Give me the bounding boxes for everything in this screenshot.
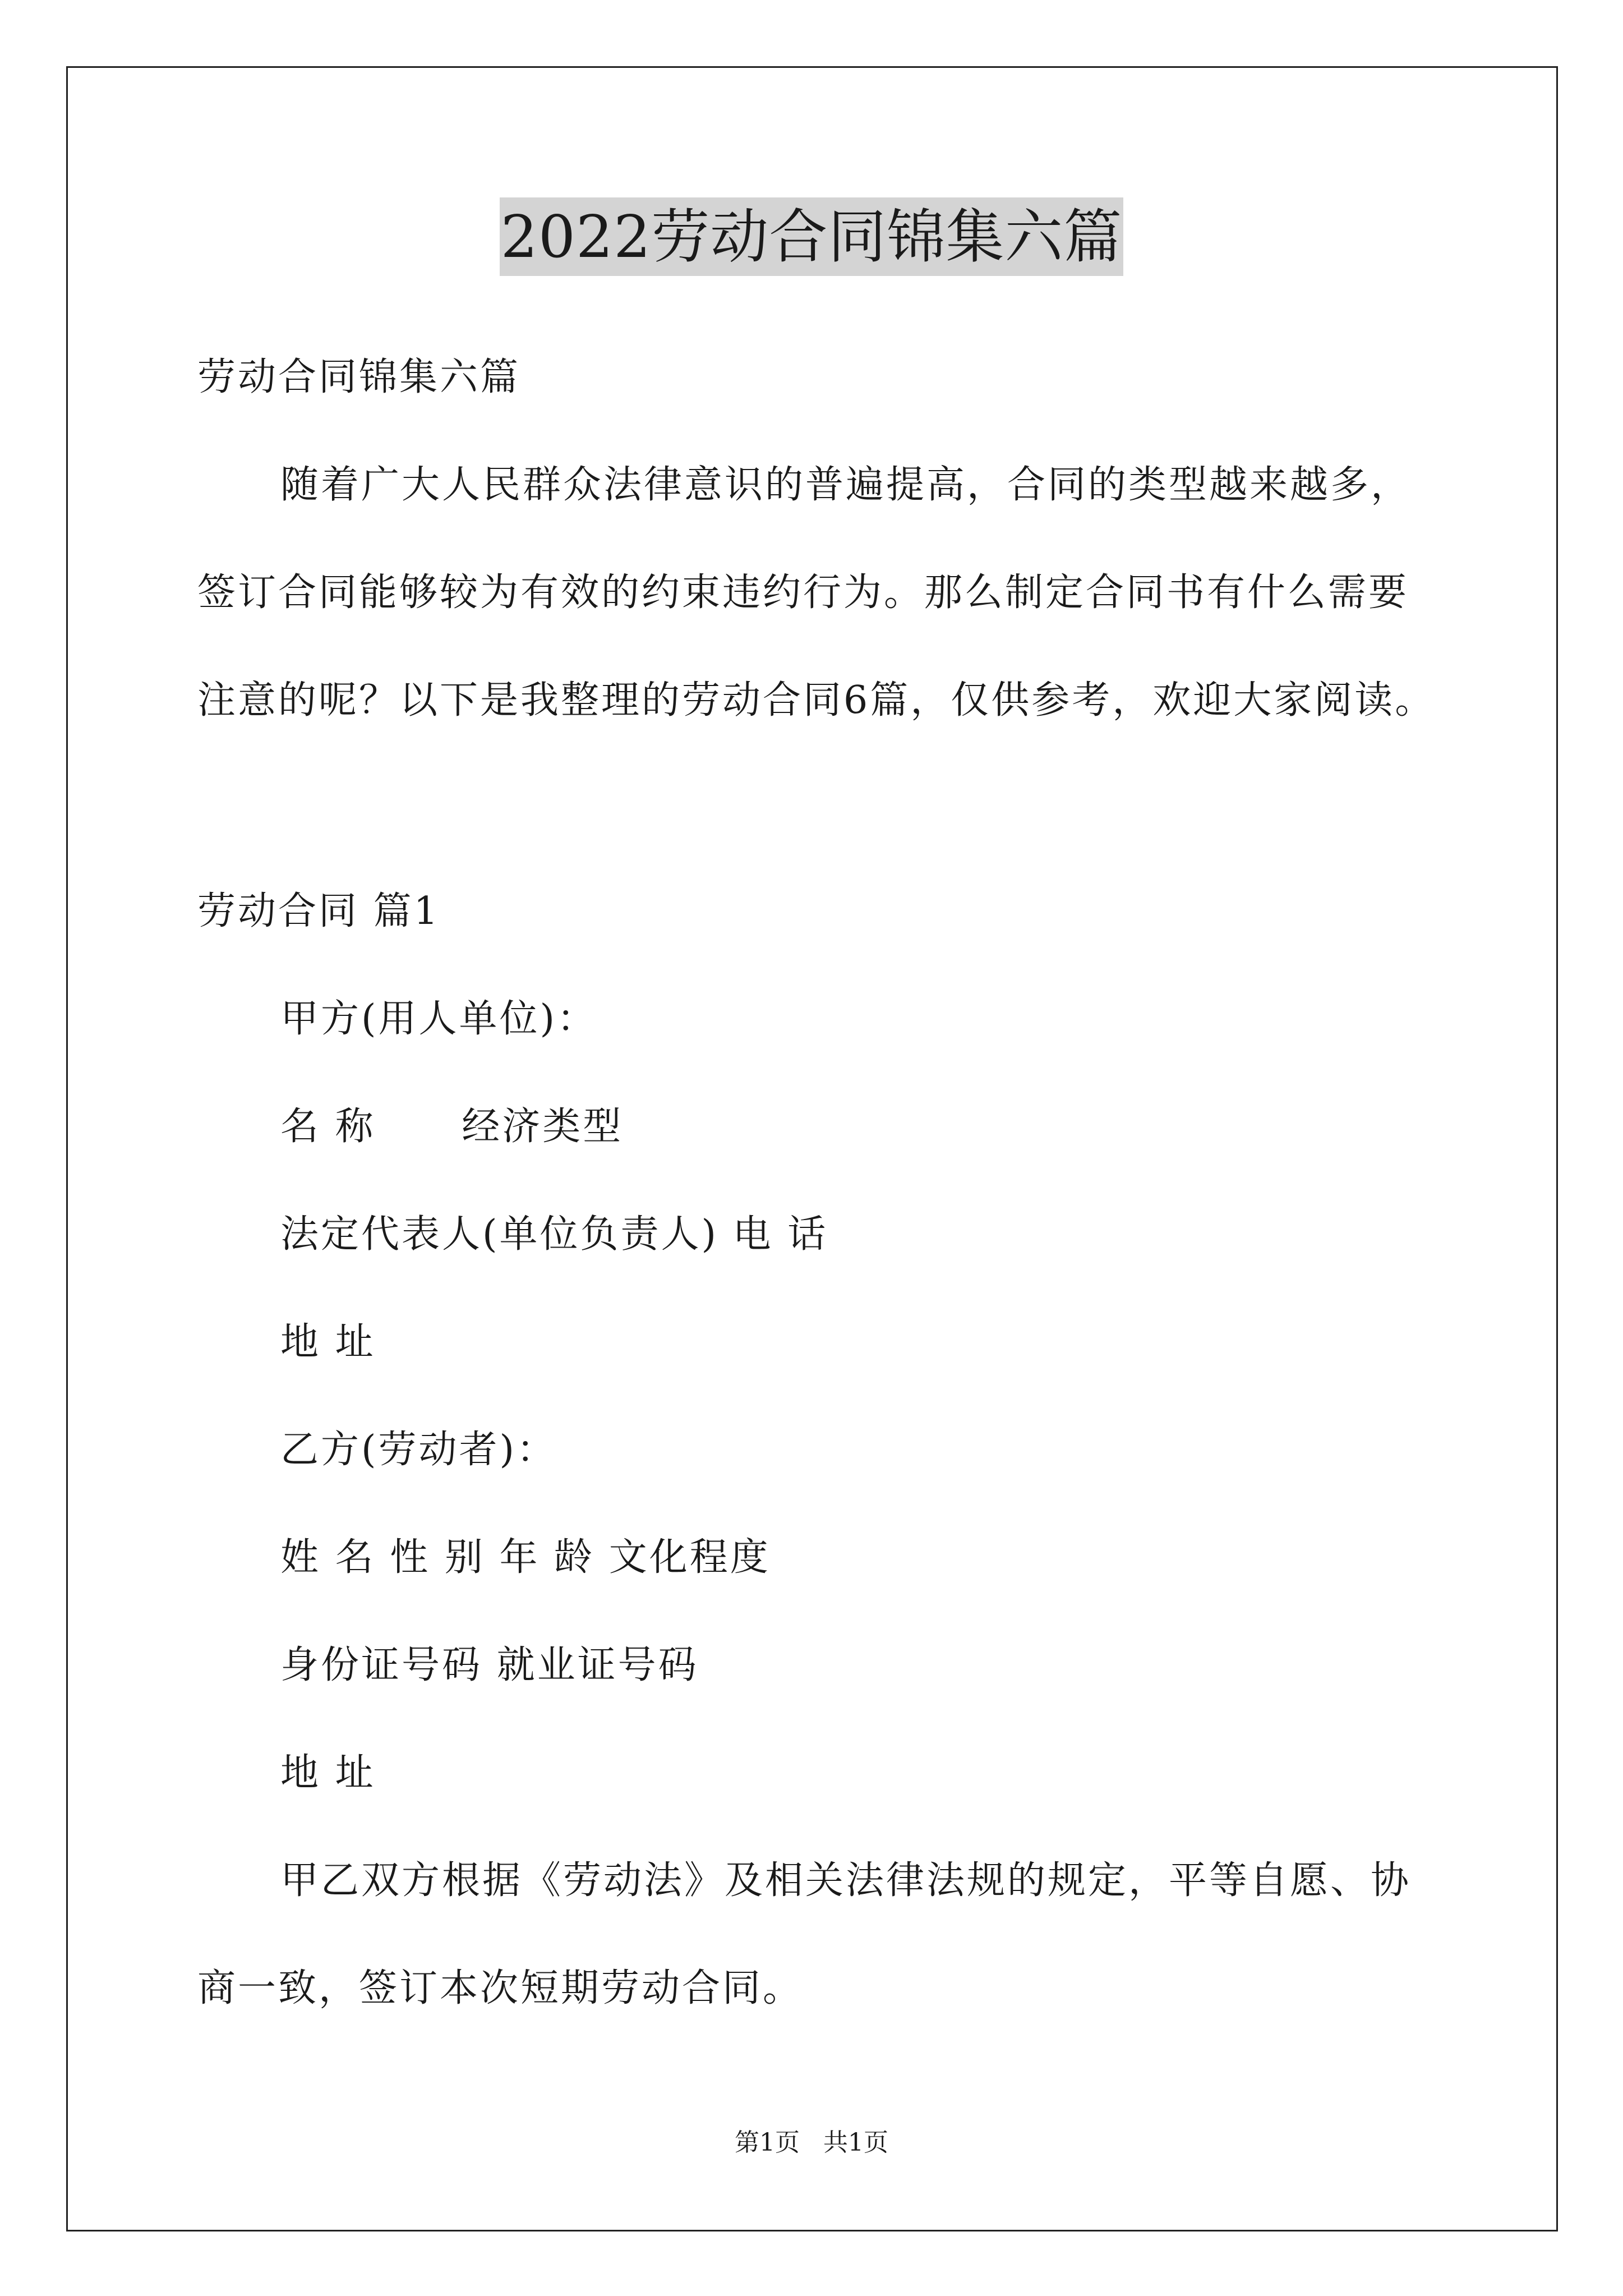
- party-a-representative: 法定代表人(单位负责人) 电 话: [280, 1212, 828, 1257]
- party-a-name-type: 名 称 经济类型: [280, 1105, 624, 1149]
- party-b-address: 地 址: [280, 1751, 376, 1795]
- page-footer: 第1页 共1页: [735, 2128, 888, 2157]
- intro-line-1: 随着广大人民群众法律意识的普遍提高，合同的类型越来越多，: [280, 463, 1412, 507]
- agreement-line-1: 甲乙双方根据《劳动法》及相关法律法规的规定，平等自愿、协: [280, 1858, 1412, 1903]
- title-container: [0, 197, 1623, 276]
- intro-line-3: 注意的呢？以下是我整理的劳动合同6篇，仅供参考，欢迎大家阅读。: [197, 678, 1436, 723]
- party-a-address: 地 址: [280, 1320, 376, 1364]
- agreement-line-2: 商一致，签订本次短期劳动合同。: [197, 1966, 804, 2010]
- party-b-details: 姓 名 性 别 年 龄 文化程度: [280, 1535, 771, 1580]
- document-subtitle: 劳动合同锦集六篇: [197, 355, 521, 399]
- intro-line-2: 签订合同能够较为有效的约束违约行为。那么制定合同书有什么需要: [197, 570, 1409, 615]
- section-heading: 劳动合同 篇1: [197, 889, 440, 933]
- party-b-label: 乙方(劳动者)：: [280, 1428, 557, 1472]
- document-title: 2022劳动合同锦集六篇: [500, 197, 1124, 276]
- party-a-label: 甲方(用人单位)：: [280, 997, 598, 1041]
- party-b-ids: 身份证号码 就业证号码: [280, 1643, 699, 1687]
